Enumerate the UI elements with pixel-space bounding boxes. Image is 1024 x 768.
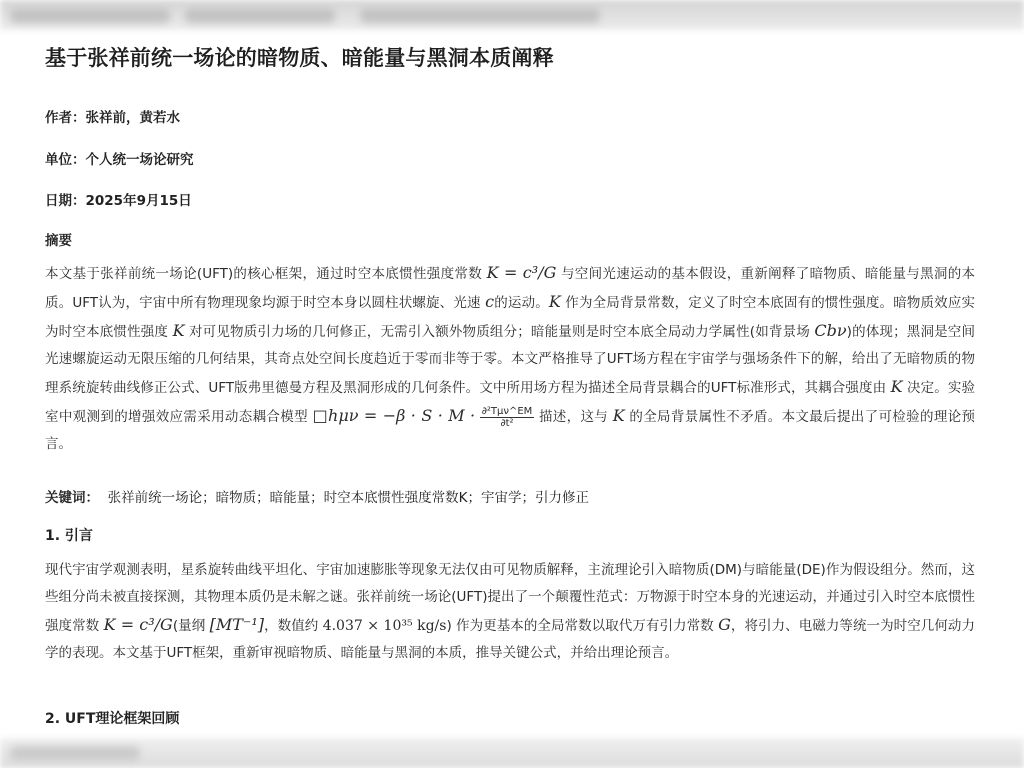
blurred-tab xyxy=(185,9,335,23)
affiliation-line: 单位：个人统一场论研究 xyxy=(45,152,194,168)
section-heading-introduction: 1. 引言 xyxy=(45,528,93,544)
section-heading-framework: 2. UFT理论框架回顾 xyxy=(45,711,180,727)
math-k-value: 4.037 × 10³⁵ kg/s xyxy=(322,618,447,634)
abstract-heading: 摘要 xyxy=(45,233,72,249)
math-c: c xyxy=(485,292,495,311)
math-dimension: [MT⁻¹] xyxy=(209,615,265,634)
authors-line: 作者：张祥前，黄若水 xyxy=(45,110,180,126)
page-title: 基于张祥前统一场论的暗物质、暗能量与黑洞本质阐释 xyxy=(45,46,554,70)
math-k: K xyxy=(548,292,561,311)
blurred-tab xyxy=(10,9,170,23)
introduction-paragraph: 现代宇宙学观测表明，星系旋转曲线平坦化、宇宙加速膨胀等现象无法仅由可见物质解释，主流理论引入暗物质(DM)与暗能量(DE)作为假设组分。然而，这些组分尚未被直接探测，其物理本质仍是未解之谜。张祥前统一场论(UFT)提出了一个颠覆性范式：万物源于时空本身的光速运动，并通过引入时空本底惯性强度常数 K = c³/G(量纲 [MT⁻¹]，数值约 4.037 × 10³⁵ kg/s) 作为更基本的全局常数以取代万有引力常数 G，将引力、电磁力等统一为时空几何动力学的表现。本文基于UFT框架，重新审视暗物质、暗能量与黑洞的本质，推导关键公式，并给出理论预言。 xyxy=(45,562,975,661)
math-k: K xyxy=(172,321,185,340)
math-k-definition: K = c³/G xyxy=(486,263,557,282)
keywords-label: 关键词： xyxy=(45,490,99,506)
math-k: K xyxy=(890,377,903,396)
bottom-blurred-bar xyxy=(0,738,1024,768)
keywords-list: 张祥前统一场论；暗物质；暗能量；时空本底惯性强度常数K；宇宙学；引力修正 xyxy=(107,490,589,506)
math-g: G xyxy=(718,615,731,634)
blurred-status xyxy=(10,746,140,760)
date-line: 日期：2025年9月15日 xyxy=(45,193,192,209)
math-k-definition: K = c³/G xyxy=(103,615,173,634)
math-coupling-equation: □hμν = −β · S · M · xyxy=(312,406,476,425)
math-k: K xyxy=(612,406,625,425)
math-fraction: $\frac{\text{∂²Tμν\textasciicircum{}EM}}{\text{∂t²}}$ xyxy=(481,405,533,429)
keywords-line xyxy=(45,486,589,506)
math-background-field: Cbν xyxy=(814,321,847,340)
abstract-paragraph: 本文基于张祥前统一场论(UFT)的核心框架，通过时空本底惯性强度常数 K = c³/G 与空间光速运动的基本假设，重新阐释了暗物质、暗能量与黑洞的本质。UFT认为，宇宙中所有物理现象均源于时空本身以圆柱状螺旋、光速 c的运动。K 作为全局背景常数，定义了时空本底固有的惯性强度。暗物质效应实为时空本底惯性强度 K 对可见物质引力场的几何修正，无需引入额外物质组分；暗能量则是时空本底全局动力学属性(如背景场 Cbν)的体现；黑洞是空间光速螺旋运动无限压缩的几何结果，其奇点处空间长度趋近于零而非等于零。本文严格推导了UFT场方程在宇宙学与强场条件下的解，给出了无暗物质的物理系统旋转曲线修正公式、UFT版弗里德曼方程及黑洞形成的几何条件。文中所用场方程为描述全局背景耦合的UFT标准形式，其耦合强度由 K 决定。实验室中观测到的增强效应需采用动态耦合模型 □hμν = −β · S · M · $\frac{\text{∂²Tμν\textasciicircum{}EM}}{\text{∂t²}}$ 描述，这与 K 的全局背景属性不矛盾。本文最后提出了可检验的理论预言。 xyxy=(45,263,976,452)
blurred-tab xyxy=(360,9,600,23)
